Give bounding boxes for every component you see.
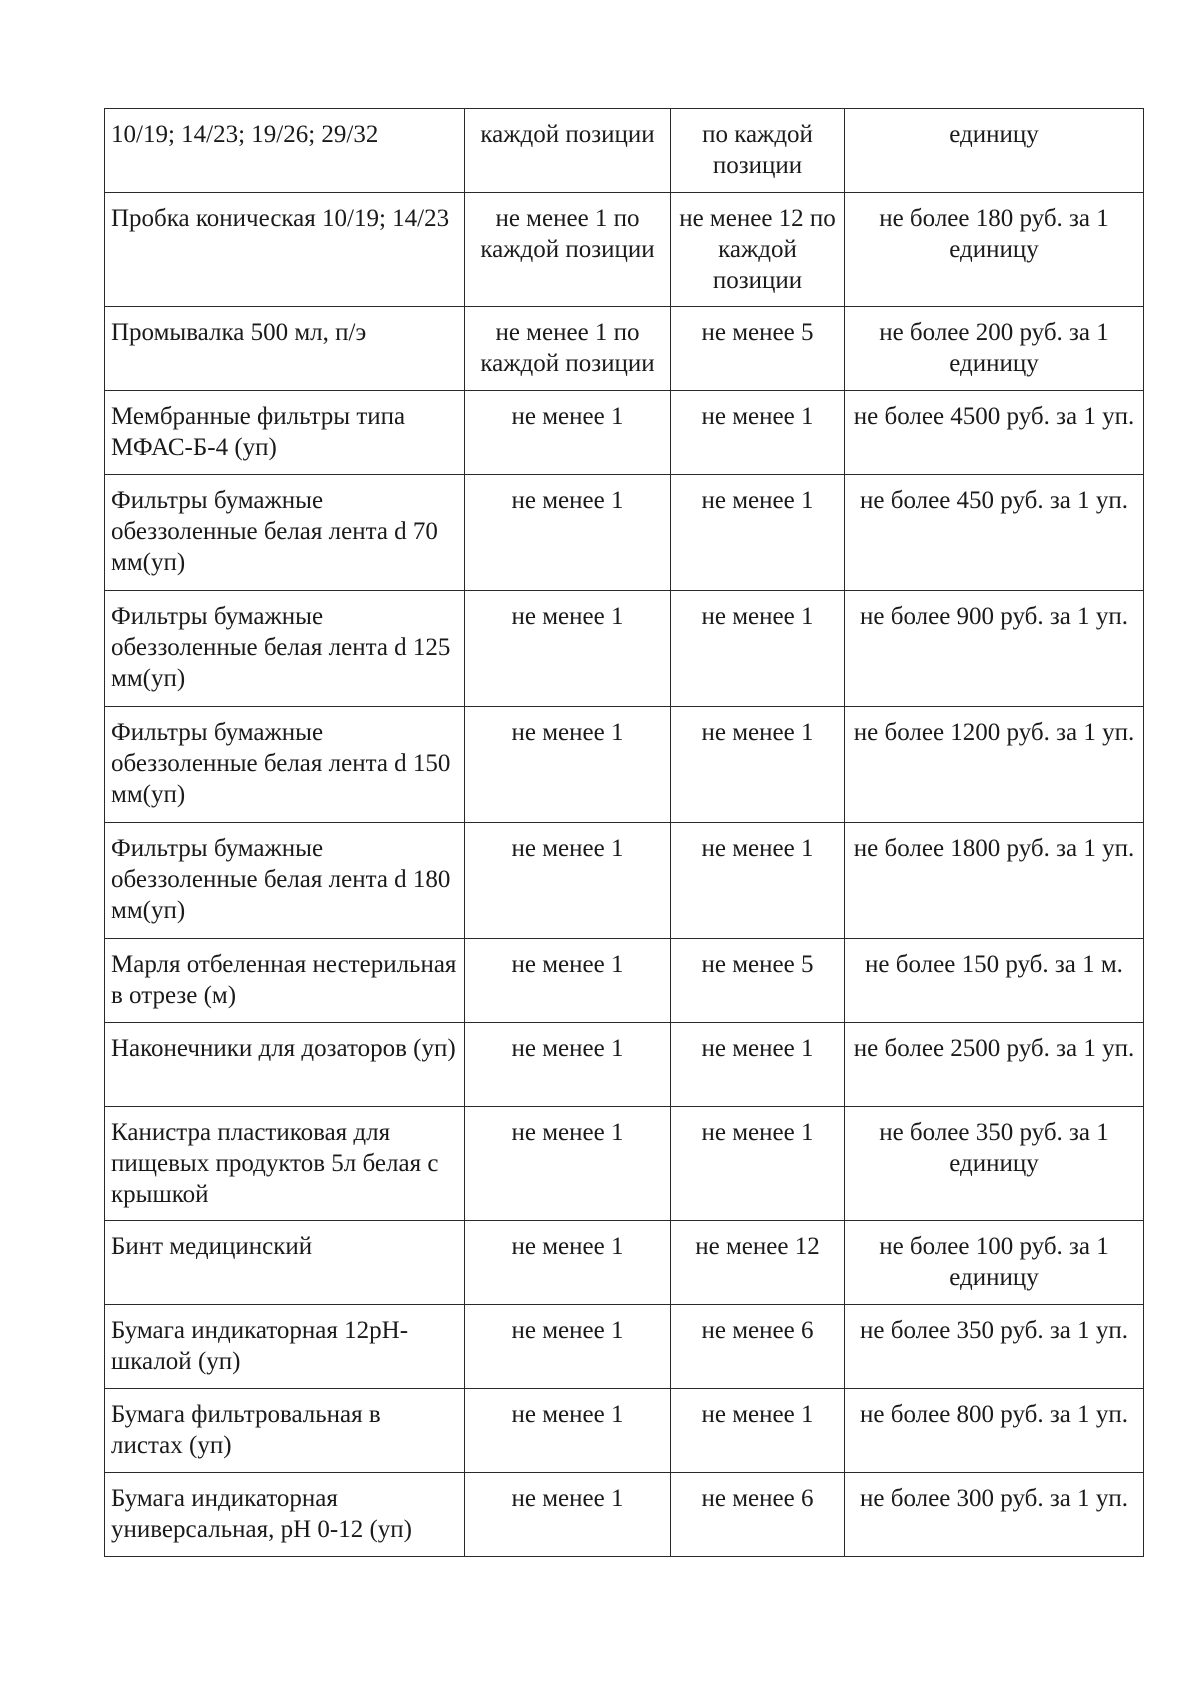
- item-name-cell: Мембранные фильтры типа МФАС-Б-4 (уп): [105, 391, 465, 475]
- item-name-cell: Бумага индикаторная универсальная, рН 0-12 (уп): [105, 1473, 465, 1557]
- table-row: [105, 475, 1144, 591]
- price-cell: не более 180 руб. за 1 единицу: [845, 193, 1144, 307]
- table-row: [105, 1389, 1144, 1473]
- price-cell: не более 1200 руб. за 1 уп.: [845, 707, 1144, 823]
- table-row: [105, 1473, 1144, 1557]
- item-name-cell: Фильтры бумажные обеззоленные белая лента d 150 мм(уп): [105, 707, 465, 823]
- min-positions-cell: не менее 1: [465, 1473, 671, 1557]
- min-positions-cell: не менее 1: [465, 391, 671, 475]
- price-cell: не более 350 руб. за 1 уп.: [845, 1305, 1144, 1389]
- quantity-cell: не менее 5: [671, 939, 845, 1023]
- min-positions-cell: не менее 1: [465, 1107, 671, 1221]
- quantity-cell: не менее 5: [671, 307, 845, 391]
- min-positions-cell: не менее 1: [465, 475, 671, 591]
- item-name-cell: Марля отбеленная нестерильная в отрезе (м): [105, 939, 465, 1023]
- min-positions-cell: не менее 1: [465, 707, 671, 823]
- quantity-cell: не менее 1: [671, 1107, 845, 1221]
- table-row: [105, 1107, 1144, 1221]
- price-cell: не более 900 руб. за 1 уп.: [845, 591, 1144, 707]
- item-name-cell: Бумага фильтровальная в листах (уп): [105, 1389, 465, 1473]
- quantity-cell: не менее 6: [671, 1473, 845, 1557]
- table-row: [105, 109, 1144, 193]
- price-cell: не более 450 руб. за 1 уп.: [845, 475, 1144, 591]
- table-row: [105, 823, 1144, 939]
- item-name-cell: Бинт медицинский: [105, 1221, 465, 1305]
- price-cell: не более 300 руб. за 1 уп.: [845, 1473, 1144, 1557]
- min-positions-cell: не менее 1: [465, 1305, 671, 1389]
- quantity-cell: не менее 1: [671, 591, 845, 707]
- item-name-cell: Наконечники для дозаторов (уп): [105, 1023, 465, 1107]
- price-cell: не более 800 руб. за 1 уп.: [845, 1389, 1144, 1473]
- table-row: [105, 193, 1144, 307]
- quantity-cell: не менее 12: [671, 1221, 845, 1305]
- min-positions-cell: не менее 1: [465, 1221, 671, 1305]
- quantity-cell: по каждой позиции: [671, 109, 845, 193]
- table-row: [105, 1221, 1144, 1305]
- table-row: [105, 307, 1144, 391]
- quantity-cell: не менее 12 по каждой позиции: [671, 193, 845, 307]
- table-row: [105, 1023, 1144, 1107]
- quantity-cell: не менее 1: [671, 1023, 845, 1107]
- price-cell: не более 1800 руб. за 1 уп.: [845, 823, 1144, 939]
- item-name-cell: Фильтры бумажные обеззоленные белая лента d 70 мм(уп): [105, 475, 465, 591]
- table-row: [105, 707, 1144, 823]
- table-row: [105, 591, 1144, 707]
- quantity-cell: не менее 1: [671, 1389, 845, 1473]
- price-cell: не более 2500 руб. за 1 уп.: [845, 1023, 1144, 1107]
- min-positions-cell: не менее 1: [465, 1389, 671, 1473]
- quantity-cell: не менее 1: [671, 707, 845, 823]
- item-name-cell: Канистра пластиковая для пищевых продуктов 5л белая с крышкой: [105, 1107, 465, 1221]
- price-cell: не более 150 руб. за 1 м.: [845, 939, 1144, 1023]
- quantity-cell: не менее 1: [671, 391, 845, 475]
- item-name-cell: Пробка коническая 10/19; 14/23: [105, 193, 465, 307]
- item-name-cell: Фильтры бумажные обеззоленные белая лента d 180 мм(уп): [105, 823, 465, 939]
- item-name-cell: Промывалка 500 мл, п/э: [105, 307, 465, 391]
- spec-table: [104, 108, 1144, 1557]
- item-name-cell: Фильтры бумажные обеззоленные белая лента d 125 мм(уп): [105, 591, 465, 707]
- item-name-cell: 10/19; 14/23; 19/26; 29/32: [105, 109, 465, 193]
- quantity-cell: не менее 6: [671, 1305, 845, 1389]
- price-cell: не более 4500 руб. за 1 уп.: [845, 391, 1144, 475]
- min-positions-cell: не менее 1: [465, 939, 671, 1023]
- price-cell: не более 200 руб. за 1 единицу: [845, 307, 1144, 391]
- min-positions-cell: каждой позиции: [465, 109, 671, 193]
- min-positions-cell: не менее 1: [465, 1023, 671, 1107]
- min-positions-cell: не менее 1 по каждой позиции: [465, 193, 671, 307]
- table-body: [105, 109, 1144, 1557]
- price-cell: единицу: [845, 109, 1144, 193]
- table-row: [105, 939, 1144, 1023]
- quantity-cell: не менее 1: [671, 823, 845, 939]
- min-positions-cell: не менее 1: [465, 823, 671, 939]
- item-name-cell: Бумага индикаторная 12рН-шкалой (уп): [105, 1305, 465, 1389]
- min-positions-cell: не менее 1 по каждой позиции: [465, 307, 671, 391]
- price-cell: не более 100 руб. за 1 единицу: [845, 1221, 1144, 1305]
- quantity-cell: не менее 1: [671, 475, 845, 591]
- table-row: [105, 391, 1144, 475]
- table-row: [105, 1305, 1144, 1389]
- min-positions-cell: не менее 1: [465, 591, 671, 707]
- price-cell: не более 350 руб. за 1 единицу: [845, 1107, 1144, 1221]
